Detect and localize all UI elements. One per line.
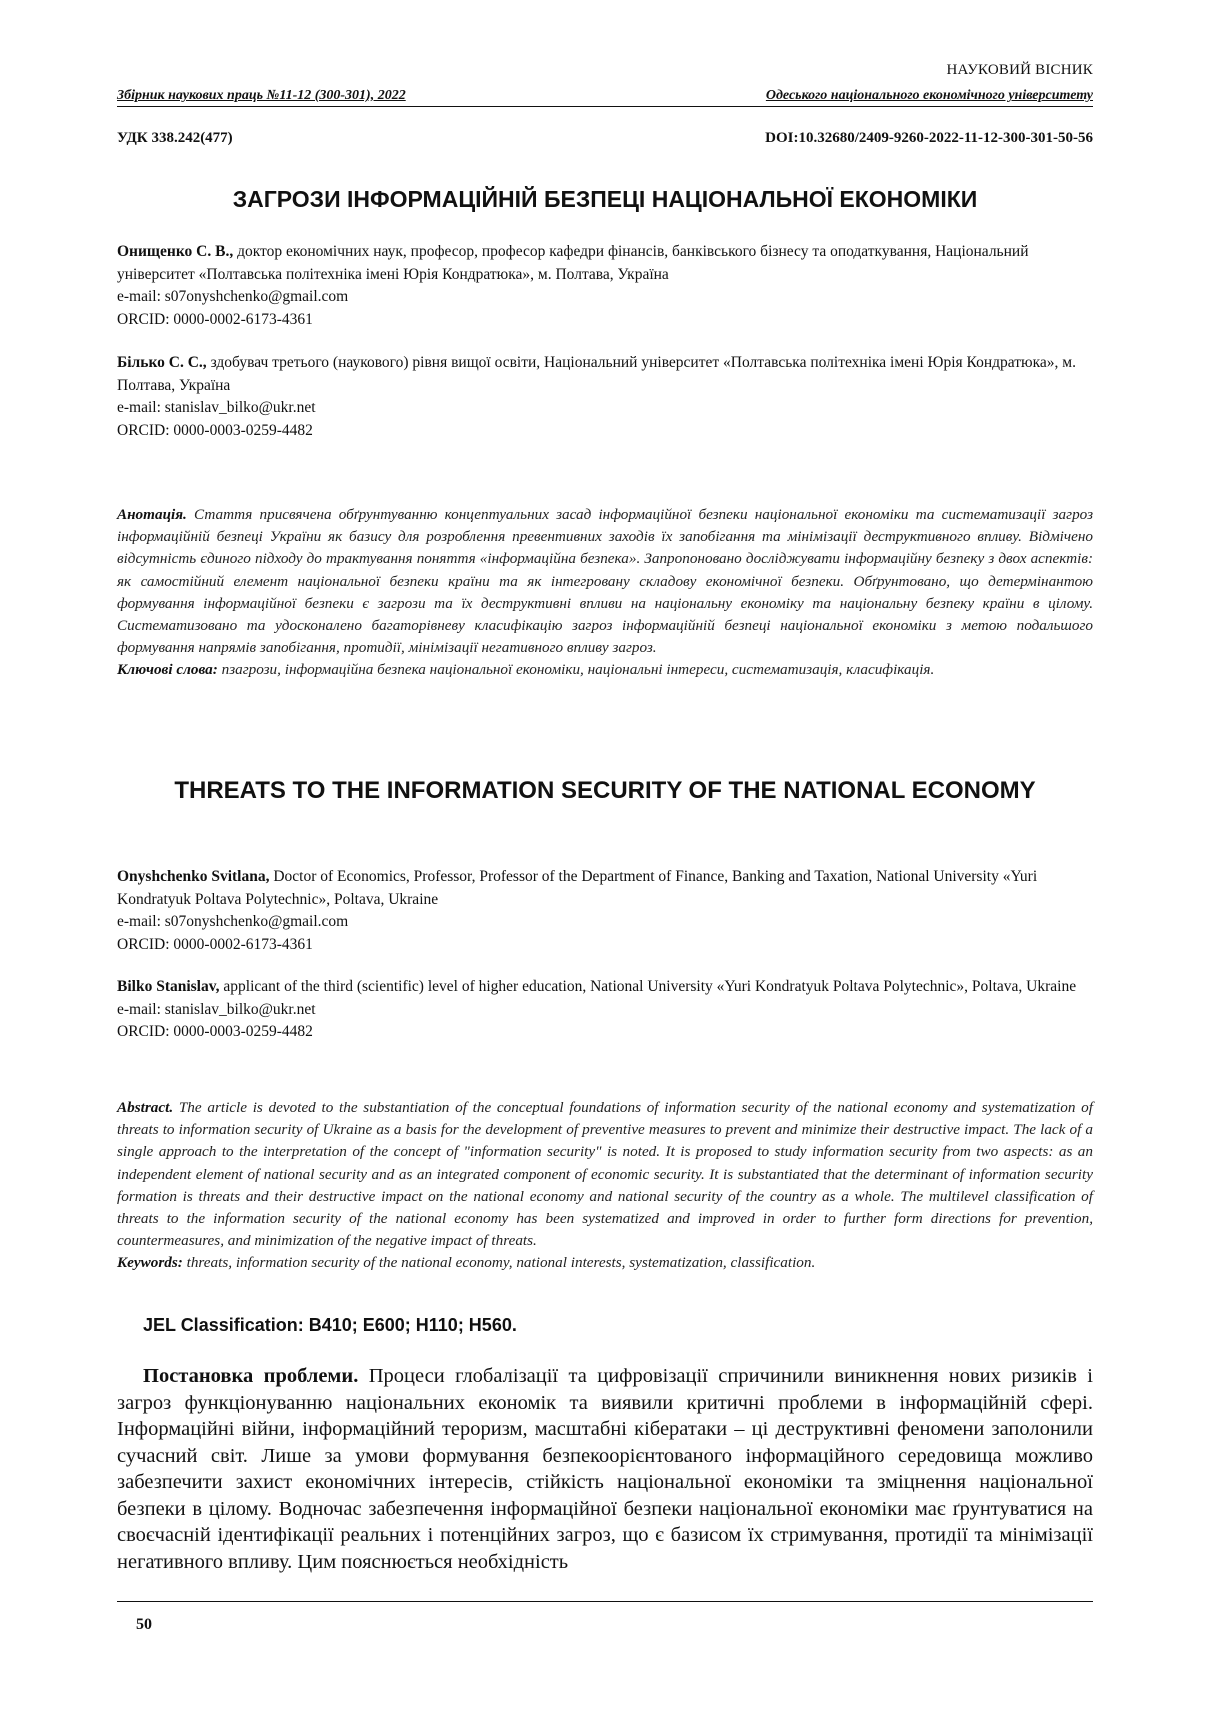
author-affiliation: Doctor of Economics, Professor, Professor of the Department of Finance, Banking and Taxation, National University «Yuri Kondratyuk Poltava Polytechnic», Poltava, Ukraine — [117, 868, 1038, 908]
author-name: Онищенко С. В., — [117, 243, 234, 260]
jel-classification: JEL Classification: B410; E600; H110; H560. — [143, 1315, 517, 1335]
body-paragraph — [117, 1363, 1093, 1575]
author-orcid: ORCID: 0000-0003-0259-4482 — [117, 1023, 313, 1040]
section-heading: Постановка проблеми. — [143, 1365, 359, 1387]
keywords-label: Ключові слова: — [117, 661, 218, 679]
author-block-en-2 — [117, 976, 1093, 1044]
author-name: Onyshchenko Svitlana, — [117, 868, 270, 885]
author-orcid: ORCID: 0000-0003-0259-4482 — [117, 421, 313, 439]
author-affiliation: здобувач третього (наукового) рівня вищої освіти, Національний університет «Полтавська політехніка імені Юрія Кондратюка», м. Полтава, Україна — [117, 354, 1076, 394]
paragraph-text: Процеси глобалізації та цифровізації спричинили виникнення нових ризиків і загроз функціонуванню національних економік та виявили критичні проблеми в інформаційній сфері. Інформаційні війни, інформаційний тероризм, масштабні кібератаки – ці деструктивні феномени заполонили сучасний світ. Лише за умови формування безпекоорієнтованого інформаційного середовища можливо забезпечити захист економічних інтересів, стійкість національної економіки та зміцнення національної безпеки в цілому. Водночас забезпечення інформаційної безпеки національної економіки має ґрунтуватися на своєчасній ідентифікації реальних і потенційних загроз, що є базисом їх стримування, протидії та мінімізації негативного впливу. Цим пояснюється необхідність — [117, 1365, 1093, 1573]
author-email: e-mail: s07onyshchenko@gmail.com — [117, 913, 349, 930]
abstract-text: The article is devoted to the substantiation of the conceptual foundations of information security of the national economy and systematization of threats to information security of Ukraine as a basis for the development of preventive measures to prevent and minimize their destructive impact. The lack of a single approach to the interpretation of the concept of "information security" is noted. It is proposed to study information security from two aspects: as an independent element of national security and as an integrated component of economic security. It is substantiated that the determinant of information security formation is threats and their destructive impact on the national economy and national security of the country as a whole. The multilevel classification of threats to the information security of the national economy has been systematized and improved in order to further form directions for prevention, countermeasures, and minimization of the negative impact of threats. — [117, 1099, 1093, 1250]
abstract-label: Анотація. — [117, 506, 187, 523]
author-email: e-mail: stanislav_bilko@ukr.net — [117, 399, 316, 416]
author-name: Bilko Stanislav, — [117, 978, 220, 995]
keywords-text: threats, information security of the national economy, national interests, systematization, classification. — [182, 1254, 816, 1272]
author-orcid: ORCID: 0000-0002-6173-4361 — [117, 310, 313, 328]
author-orcid: ORCID: 0000-0002-6173-4361 — [117, 935, 313, 953]
abstract-label: Abstract. — [117, 1099, 174, 1116]
title-ukrainian: ЗАГРОЗИ ІНФОРМАЦІЙНІЙ БЕЗПЕЦІ НАЦІОНАЛЬНОЇ ЕКОНОМІКИ — [232, 186, 978, 212]
abstract-ukrainian — [117, 504, 1093, 682]
collection-info: Збірник наукових праць №11-12 (300-301), 2022 — [117, 88, 406, 103]
running-header — [117, 88, 1093, 107]
author-block-ua-1 — [117, 241, 1093, 331]
keywords-label: Keywords: — [117, 1254, 183, 1272]
title-english: THREATS TO THE INFORMATION SECURITY OF THE NATIONAL ECONOMY — [174, 777, 1036, 804]
journal-title: НАУКОВИЙ ВІСНИК — [946, 62, 1093, 78]
abstract-text: Стаття присвячена обґрунтуванню концептуальних засад інформаційної безпеки національної економіки та систематизації загроз інформаційній безпеці України як базису для розроблення превентивних заходів їх запобігання та мінімізації деструктивного впливу. Відмічено відсутність єдиного підходу до трактування поняття «інформаційна безпека». Запропоновано досліджувати інформаційну безпеку з двох аспектів: як самостійний елемент національної безпеки країни та як інтегровану складову економічної безпеки. Обґрунтовано, що детермінантою формування інформаційної безпеки є загрози та їх деструктивні впливи на національну економіку та національну безпеку країни в цілому. Систематизовано та удосконалено багаторівневу класифікацію загроз інформаційній безпеці національної економіки з метою подальшого формування напрямів запобігання, протидії, мінімізації негативного впливу загроз. — [117, 506, 1093, 657]
author-affiliation: доктор економічних наук, професор, професор кафедри фінансів, банківського бізнесу та оподаткування, Національний університет «Полтавська політехніка імені Юрія Кондратюка», м. Полтава, Україна — [117, 243, 1029, 283]
udk-code: УДК 338.242(477) — [117, 130, 233, 146]
author-email: e-mail: stanislav_bilko@ukr.net — [117, 1000, 316, 1018]
abstract-english — [117, 1097, 1093, 1275]
footer-divider — [117, 1601, 1093, 1602]
author-name: Білько С. С., — [117, 354, 207, 371]
author-block-en-1 — [117, 866, 1093, 956]
author-email: e-mail: s07onyshchenko@gmail.com — [117, 288, 349, 305]
keywords-text: пзагрози, інформаційна безпека національної економіки, національні інтереси, систематизація, класифікація. — [217, 661, 935, 679]
author-block-ua-2 — [117, 352, 1093, 442]
author-affiliation: applicant of the third (scientific) level of higher education, National University «Yuri Kondratyuk Poltava Polytechnic», Poltava, Ukraine — [219, 978, 1077, 995]
university-name: Одеського національного економічного університету — [765, 88, 1093, 103]
page-number: 50 — [136, 1616, 152, 1633]
doi-code: DOI:10.32680/2409-9260-2022-11-12-300-301-50-56 — [765, 130, 1093, 146]
